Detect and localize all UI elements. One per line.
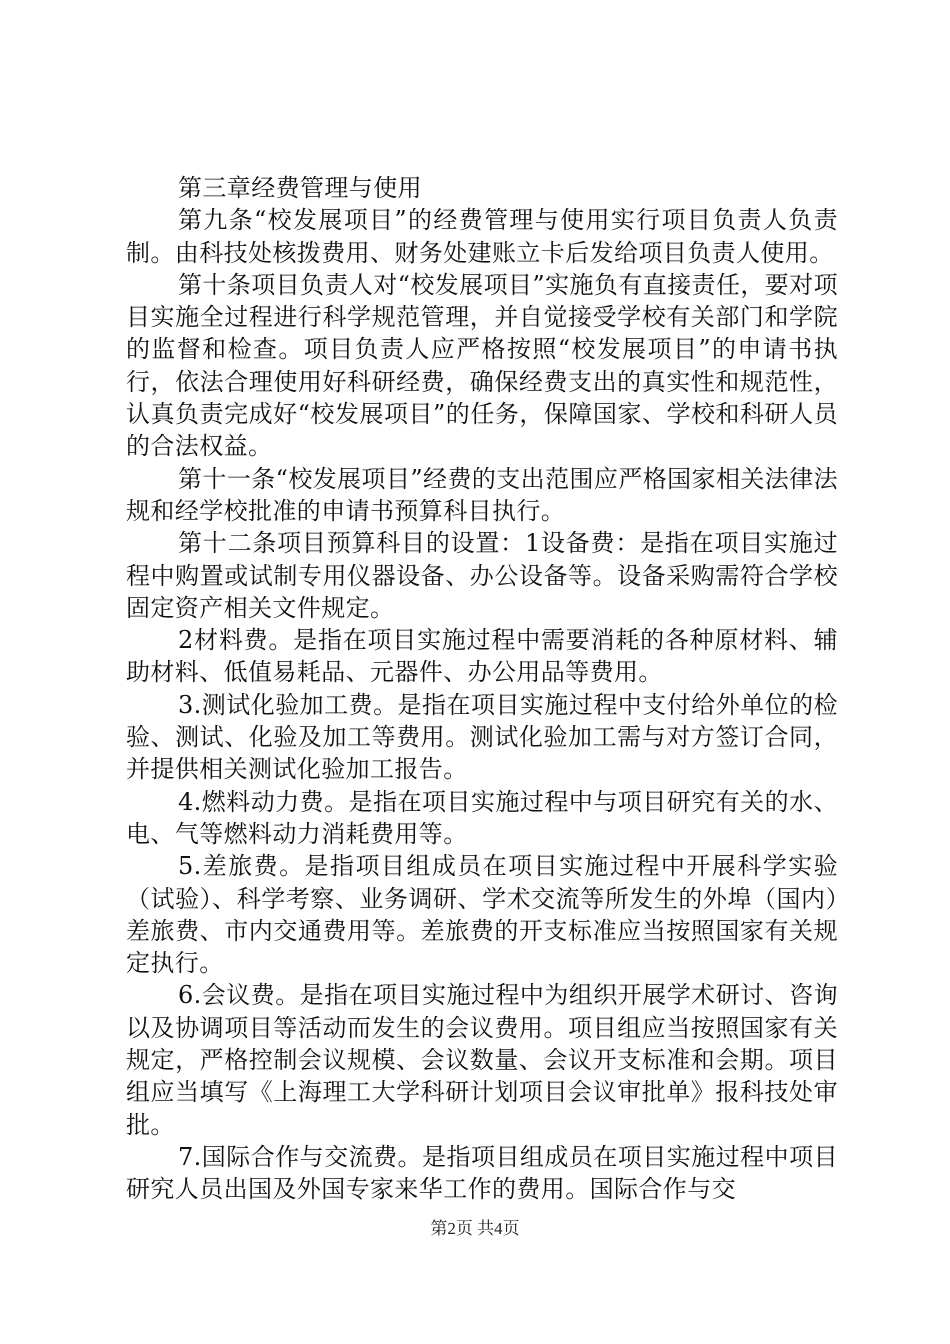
document-body — [126, 172, 838, 1206]
paragraph-article-9: 第九条“校发展项目”的经费管理与使用实行项目负责人负责制。由科技处核拨费用、财务处建账立卡后发给项目负责人使用。 — [126, 206, 838, 267]
paragraph-item-2: 2材料费。是指在项目实施过程中需要消耗的各种原材料、辅助材料、低值易耗品、元器件、办公用品等费用。 — [126, 626, 838, 687]
paragraph-article-10: 第十条项目负责人对“校发展项目”实施负有直接责任，要对项目实施全过程进行科学规范管理，并自觉接受学校有关部门和学院的监督和检查。项目负责人应严格按照“校发展项目”的申请书执行，依法合理使用好科研经费，确保经费支出的真实性和规范性，认真负责完成好“校发展项目”的任务，保障国家、学校和科研人员的合法权益。 — [126, 270, 838, 461]
paragraph-item-7: 7.国际合作与交流费。是指项目组成员在项目实施过程中项目研究人员出国及外国专家来华工作的费用。国际合作与交 — [126, 1142, 838, 1204]
paragraph-item-3: 3.测试化验加工费。是指在项目实施过程中支付给外单位的检验、测试、化验及加工等费用。测试化验加工需与对方签订合同，并提供相关测试化验加工报告。 — [126, 690, 838, 784]
paragraph-article-11: 第十一条“校发展项目”经费的支出范围应严格国家相关法律法规和经学校批准的申请书预算科目执行。 — [126, 464, 838, 525]
page-footer: 第2页 共4页 — [430, 1219, 520, 1238]
paragraph-item-5: 5.差旅费。是指项目组成员在项目实施过程中开展科学实验（试验）、科学考察、业务调研、学术交流等所发生的外埠（国内）差旅费、市内交通费用等。差旅费的开支标准应当按照国家有关规定执行。 — [126, 852, 838, 978]
paragraph-item-6: 6.会议费。是指在项目实施过程中为组织开展学术研讨、咨询以及协调项目等活动而发生的会议费用。项目组应当按照国家有关规定，严格控制会议规模、会议数量、会议开支标准和会期。项目组应当填写《上海理工大学科研计划项目会议审批单》报科技处审批。 — [126, 981, 838, 1139]
paragraph-item-4: 4.燃料动力费。是指在项目实施过程中与项目研究有关的水、电、气等燃料动力消耗费用等。 — [126, 787, 838, 848]
chapter-heading: 第三章经费管理与使用 — [178, 174, 422, 202]
paragraph-article-12: 第十二条项目预算科目的设置：1设备费：是指在项目实施过程中购置或试制专用仪器设备、办公设备等。设备采购需符合学校固定资产相关文件规定。 — [126, 529, 838, 622]
